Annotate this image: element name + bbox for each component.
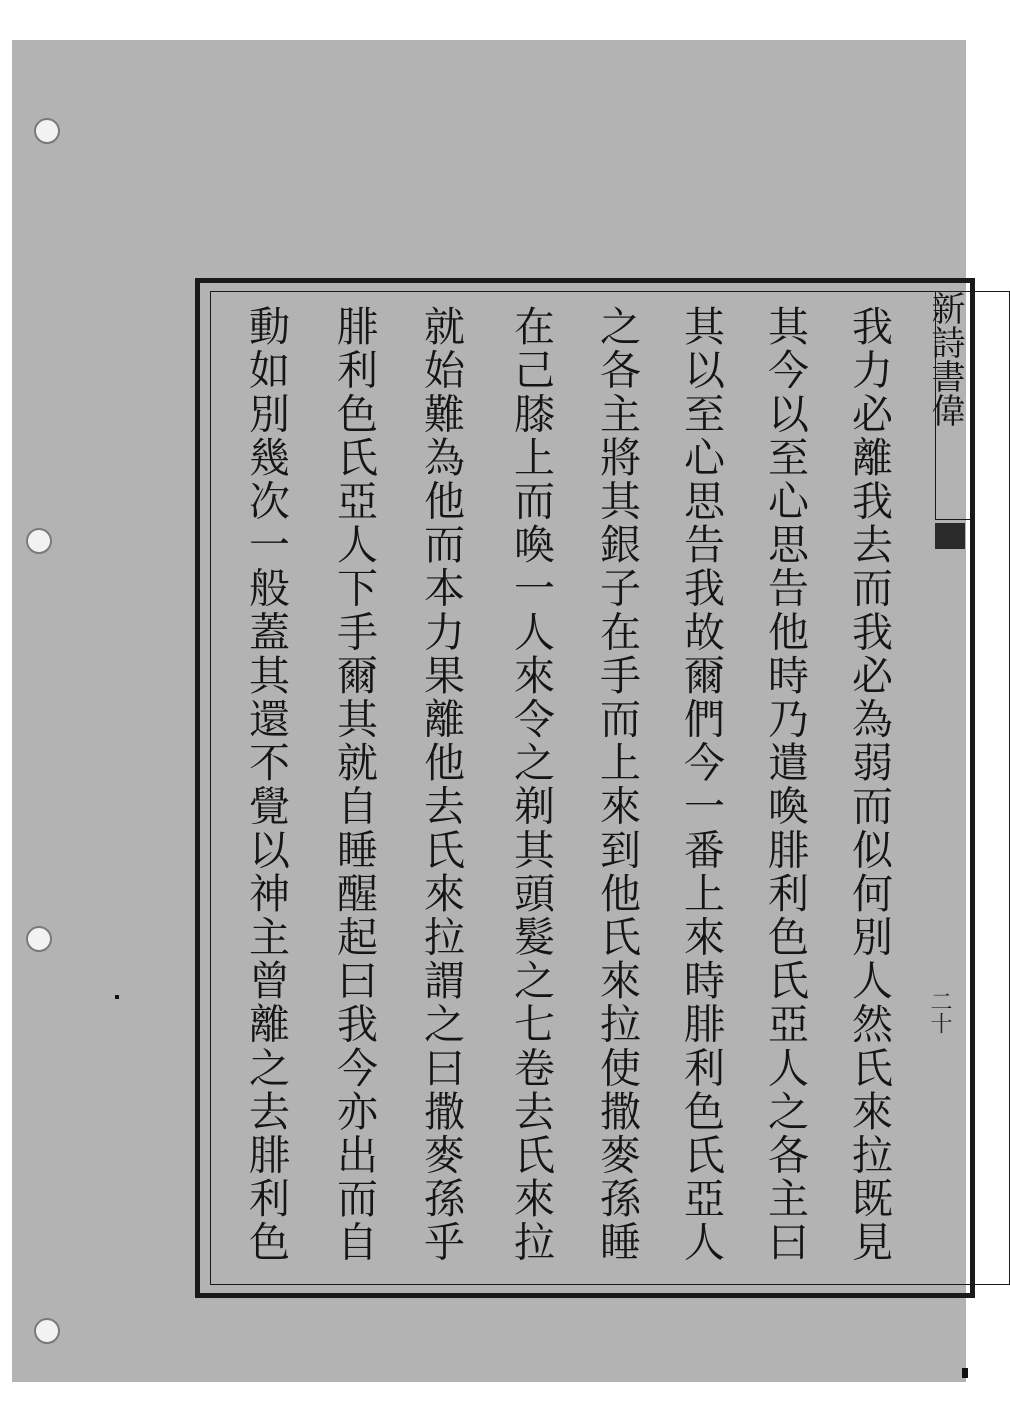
binder-hole	[34, 118, 60, 144]
fishtail-mark	[935, 523, 965, 549]
edge-mark	[962, 1368, 968, 1378]
speck	[115, 995, 119, 999]
binder-hole	[26, 926, 52, 952]
binder-hole	[26, 528, 52, 554]
text-frame	[195, 278, 975, 1298]
text-column-5: 在己膝上而喚一人來令之剃其頭髮之七卷去氏來拉	[507, 305, 555, 1265]
text-column-4: 之各主將其銀子在手而上來到他氏來拉使撒麥孫睡	[593, 305, 641, 1265]
text-column-2: 其今以至心思告他時乃遣喚腓利色氏亞人之各主曰	[761, 305, 809, 1265]
text-column-8: 動如別幾次一般蓋其還不覺以神主曾離之去腓利色	[242, 305, 290, 1265]
text-column-3: 其以至心思告我故爾們今一番上來時腓利色氏亞人	[677, 305, 725, 1265]
page-number: 二十	[927, 990, 952, 1034]
text-column-6: 就始難為他而本力果離他去氏來拉謂之曰撒麥孫乎	[417, 305, 465, 1265]
running-title: 新詩書偉	[935, 291, 970, 520]
text-column-1: 我力必離我去而我必為弱而似何別人然氏來拉既見	[845, 305, 893, 1265]
binder-hole	[34, 1318, 60, 1344]
text-column-7: 腓利色氏亞人下手爾其就自睡醒起曰我今亦出而自	[330, 305, 378, 1265]
